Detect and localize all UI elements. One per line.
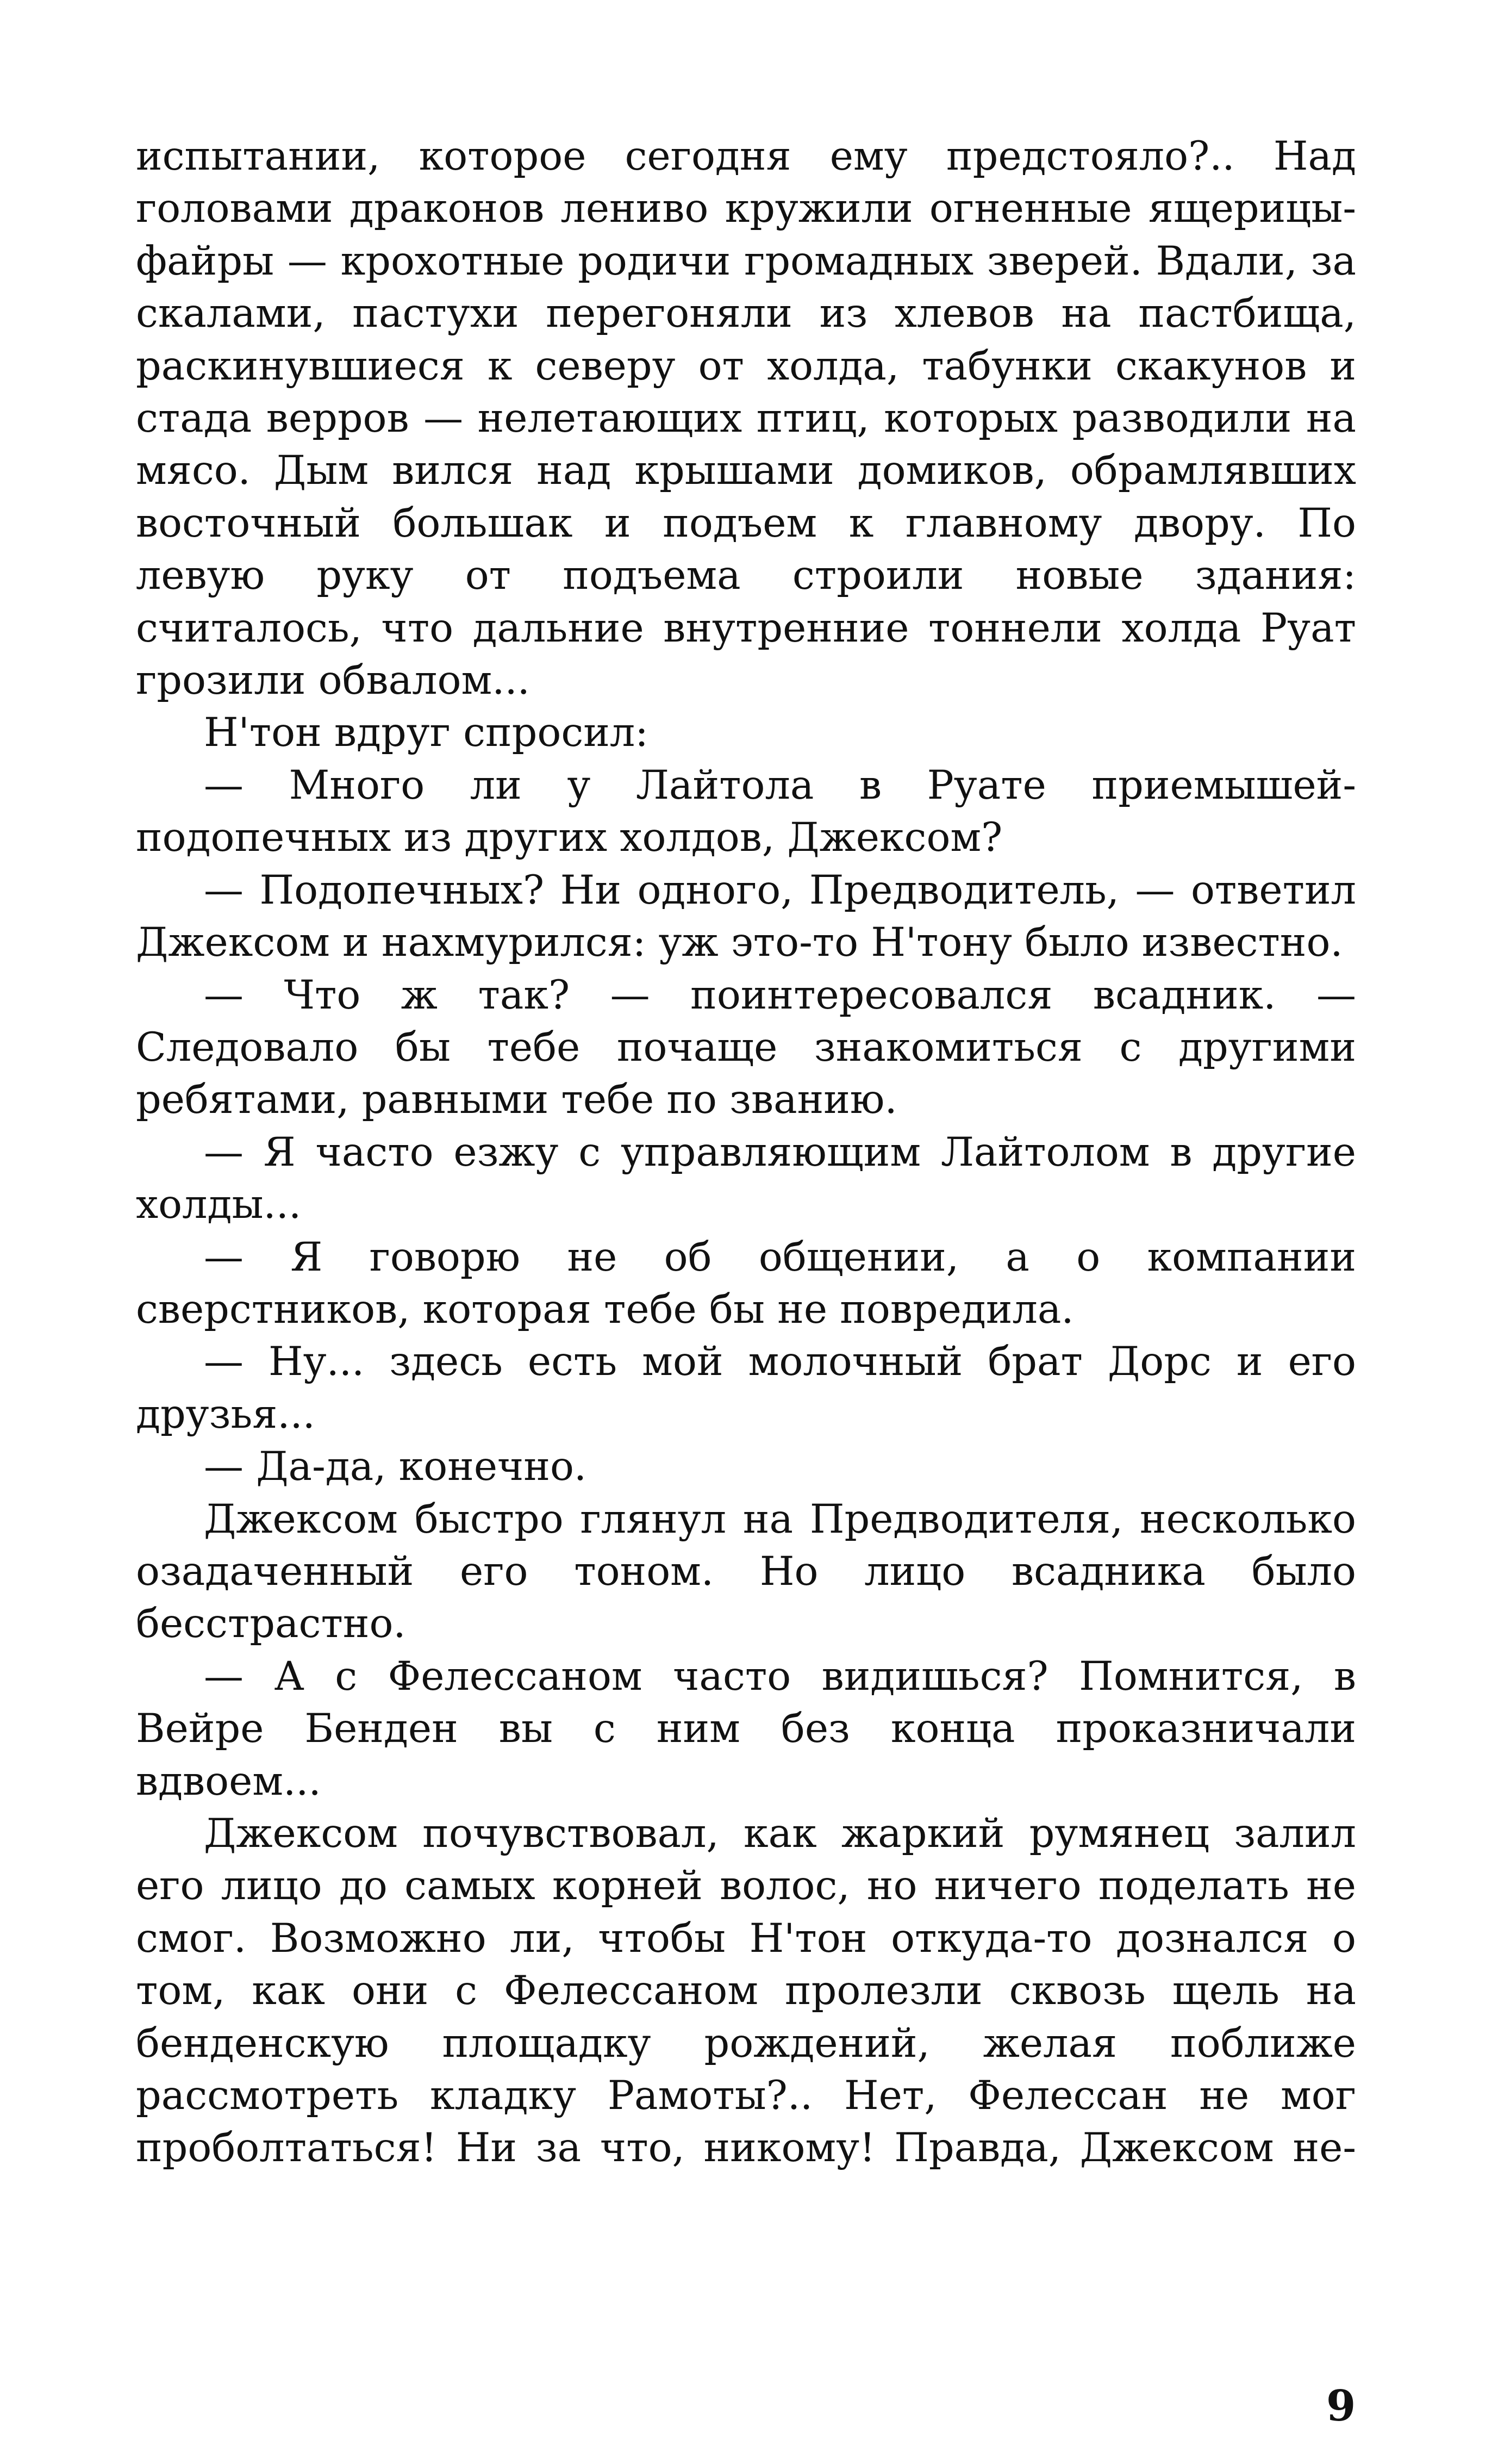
paragraph-8: — Ну... здесь есть мой молочный брат Дорс и его друзья... xyxy=(136,1339,1356,1438)
paragraph-11: — А с Фелессаном часто видишься? Помнится, в Вейре Бенден вы с ним без конца проказничали вдвоем... xyxy=(136,1653,1356,1805)
book-page-text xyxy=(136,130,1356,2175)
paragraph-3: — Много ли у Лайтола в Руате приемышей-подопечных из других холдов, Джексом? xyxy=(136,762,1356,861)
paragraph-6: — Я часто езжу с управляющим Лайтолом в другие холды... xyxy=(136,1129,1356,1228)
page-number: 9 xyxy=(1326,2381,1356,2431)
paragraph-5: — Что ж так? — поинтересовался всадник. — Следовало бы тебе почаще знакомиться с другими ребятами, равными тебе по званию. xyxy=(136,972,1356,1123)
paragraph-9: — Да-да, конечно. xyxy=(204,1443,587,1490)
paragraph-2: Н'тон вдруг спросил: xyxy=(204,710,648,756)
paragraph-12: Джексом почувствовал, как жаркий румянец залил его лицо до самых корней волос, но ничего поделать не смог. Возможно ли, чтобы Н'тон откуда-то дознался о том, как они с Фелессаном пролезли сквозь щель на бенденскую площадку рождений, желая поближе рассмотреть кладку Рамоты?.. Нет, Фелессан не мог проболтаться! Ни за что, никому! Правда, Джексом не- xyxy=(136,1810,1356,2171)
paragraph-10: Джексом быстро глянул на Предводителя, несколько озадаченный его тоном. Но лицо всадника было бесстрастно. xyxy=(136,1496,1356,1647)
paragraph-1: испытании, которое сегодня ему предстояло?.. Над головами драконов лениво кружили огненные ящерицы-файры — крохотные родичи громадных зверей. Вдали, за скалами, пастухи перегоняли из хлевов на пастбища, раскинувшиеся к северу от холда, табунки скакунов и стада верров — нелетающих птиц, которых разводили на мясо. Дым вился над крышами домиков, обрамлявших восточный большак и подъем к главному двору. По левую руку от подъема строили новые здания: считалось, что дальние внутренние тоннели холда Руат грозили обвалом... xyxy=(136,133,1356,704)
paragraph-4: — Подопечных? Ни одного, Предводитель, — ответил Джексом и нахмурился: уж это-то Н'тону было известно. xyxy=(136,867,1356,966)
paragraph-7: — Я говорю не об общении, а о компании сверстников, которая тебе бы не повредила. xyxy=(136,1234,1356,1333)
